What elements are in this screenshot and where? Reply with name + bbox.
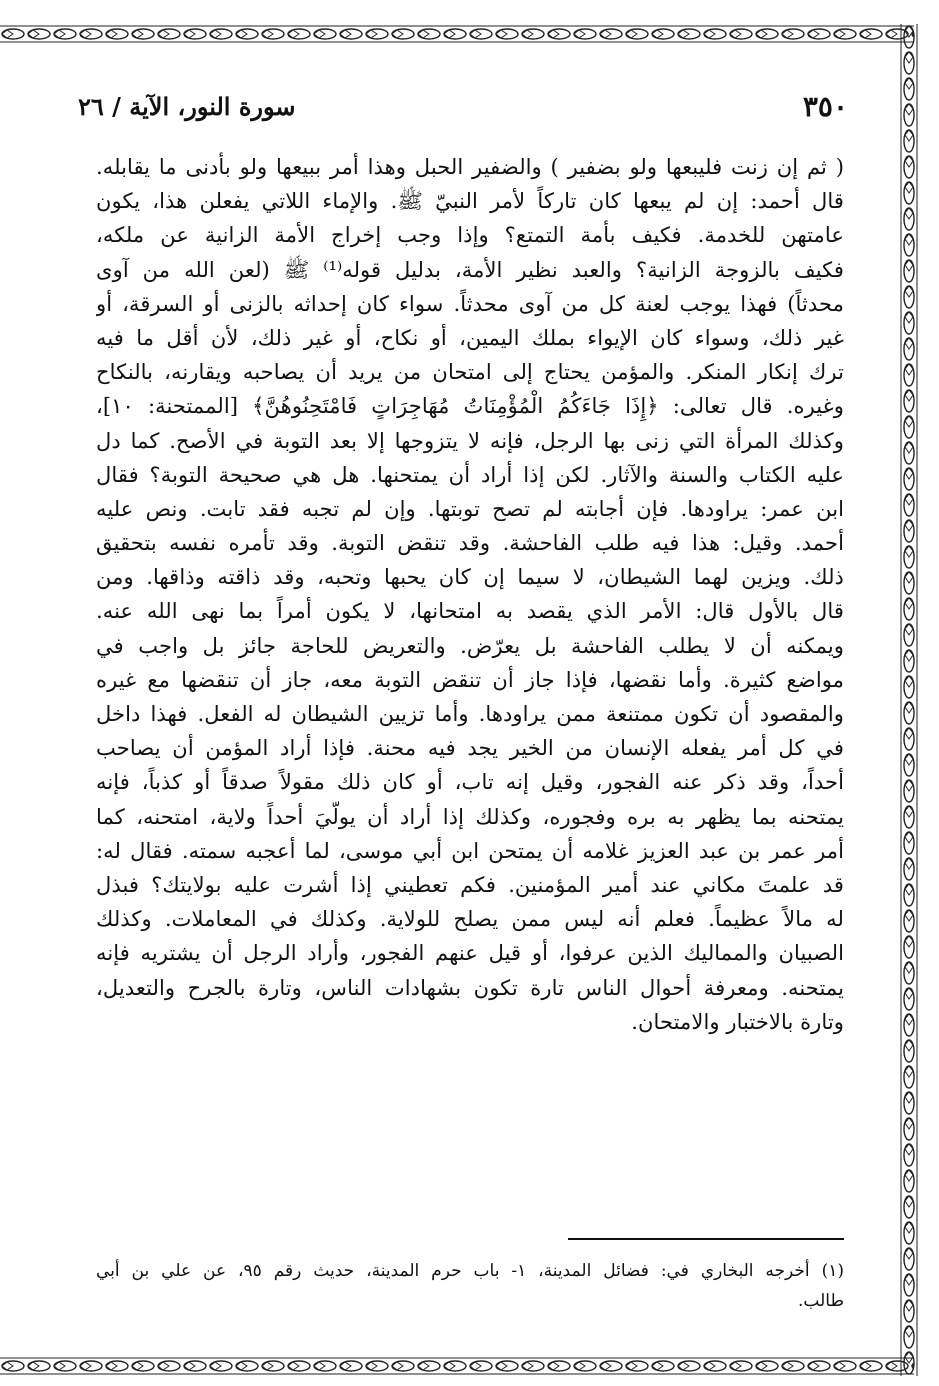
page-number: ٣٥٠ [802,89,848,123]
body-line: يمتحنه. ومعرفة أحوال الناس تارة تكون بشهادات الناس، وتارة بالجرح والتعديل، [96,974,844,1000]
body-line: يمتحنه بما يظهر به بره وفجوره، وكذلك إذا أراد أن يولّيَ أحداً ولاية، امتحنه، كما [96,803,844,829]
running-title: سورة النور، الآية / ٢٦ [78,91,296,121]
body-line: قد علمتَ مكاني عند أمير المؤمنين. فكم تعطيني إذا أشرت عليه بولايتك؟ فبذل [96,871,844,897]
body-line: له مالاً عظيماً. فعلم أنه ليس ممن يصلح للولاية. وكذلك في المعاملات. وكذلك [96,906,844,932]
body-line: ابن عمر: يراودها. فإن أجابته لم تصح توبتها. وإن لم تجبه فقد تابت. ونص عليه [96,495,844,521]
body-line: وكذلك المرأة التي زنى بها الرجل، فإنه لا يتزوجها إلا بعد التوبة في الأصح. كما دل [96,427,844,453]
body-line: في كل أمر يفعله الإنسان من الخير يجد فيه محنة. فإذا أراد المؤمن أن يصاحب [96,735,844,761]
body-line: وتارة بالاختبار والامتحان. [631,1008,844,1034]
footnote-line: طالب. [798,1291,844,1311]
body-line: قال بالأول قال: الأمر الذي يقصد به امتحانها، لا يكون أمراً بما نهى الله عنه. [96,598,844,624]
body-line: أحداً، وقد ذكر عنه الفجور، وقيل إنه تاب، أو كان ذلك مقولاً صدقاً أو كذباً، فإنه [96,769,844,795]
body-line: وغيره. قال تعالى: ﴿إِذَا جَاءَكُمُ الْمُؤْمِنَاتُ مُهَاجِرَاتٍ فَامْتَحِنُوهُنَّ﴾ [الممتحنة: ١٠]، [96,393,844,419]
body-line: مواضع كثيرة. وأما نقضها، فإذا جاز أن تنقض التوبة معه، جاز أن تنقضها مع غيره [96,666,844,692]
body-line: فكيف بالزوجة الزانية؟ والعبد نظير الأمة، بدليل قوله⁽¹⁾ ﷺ (لعن الله من آوى [96,256,844,282]
main-text [96,150,844,1039]
body-line: أحمد. وقيل: هذا فيه طلب الفاحشة. وقد تنقض التوبة. وقد تأمره نفسه بتحقيق [96,530,844,556]
running-head [78,86,848,126]
body-line: الصبيان والمماليك الذين عرفوا، أو قيل عنهم الفجور، وأراد الرجل أن يشتريه فإنه [96,940,844,966]
body-line: ذلك. ويزين لهما الشيطان، لا سيما إن كان يحبها وتحبه، وقد ذاقته وذاقها. ومن [96,564,844,590]
footnote [96,1256,844,1316]
body-line: قال أحمد: إن لم يبعها كان تاركاً لأمر النبيّ ﷺ. والإماء اللاتي يفعلن هذا، يكون [96,188,844,214]
body-line: ترك إنكار المنكر. والمؤمن يحتاج إلى امتحان من يريد أن يصاحبه ويقارنه، بالنكاح [96,359,844,385]
body-line: محدثاً) فهذا يوجب لعنة كل من آوى محدثاً. سواء كان إحداثه بالزنى أو السرقة، أو [96,290,844,316]
body-line: ويمكنه أن لا يطلب الفاحشة بل يعرّض. والتعريض للحاجة جائز بل واجب في [96,632,844,658]
body-line: عليه الكتاب والسنة والآثار. لكن إذا أراد أن يمتحنها. هل هي صحيحة التوبة؟ فقال [96,461,844,487]
footnote-divider [568,1238,844,1240]
decorative-border-bottom [0,1356,914,1376]
body-line: والمقصود أن تكون ممتنعة ممن يراودها. وأما تزيين الشيطان له الفعل. فهذا داخل [96,701,844,726]
footnote-line: (١) أخرجه البخاري في: فضائل المدينة، ١- باب حرم المدينة، حديث رقم ٩٥، عن علي بن أبي [96,1261,844,1281]
body-line: ( ثم إن زنت فليبعها ولو بضفير ) والضفير الحبل وهذا أمر ببيعها ولو بأدنى ما يقابله. [96,154,844,179]
decorative-border-right [899,24,919,1376]
body-line: عامتهن للخدمة. فكيف بأمة التمتع؟ وإذا وجب إخراج الأمة الزانية عن ملكه، [96,222,844,248]
body-line: غير ذلك، وسواء كان الإيواء بملك اليمين، أو نكاح، أو غير ذلك، لأن أقل ما فيه [96,324,844,350]
decorative-border-top [0,24,914,44]
body-line: أمر عمر بن عبد العزيز غلامه أن يمتحن ابن أبي موسى، لما أعجبه سمته. فقال له: [96,837,844,863]
